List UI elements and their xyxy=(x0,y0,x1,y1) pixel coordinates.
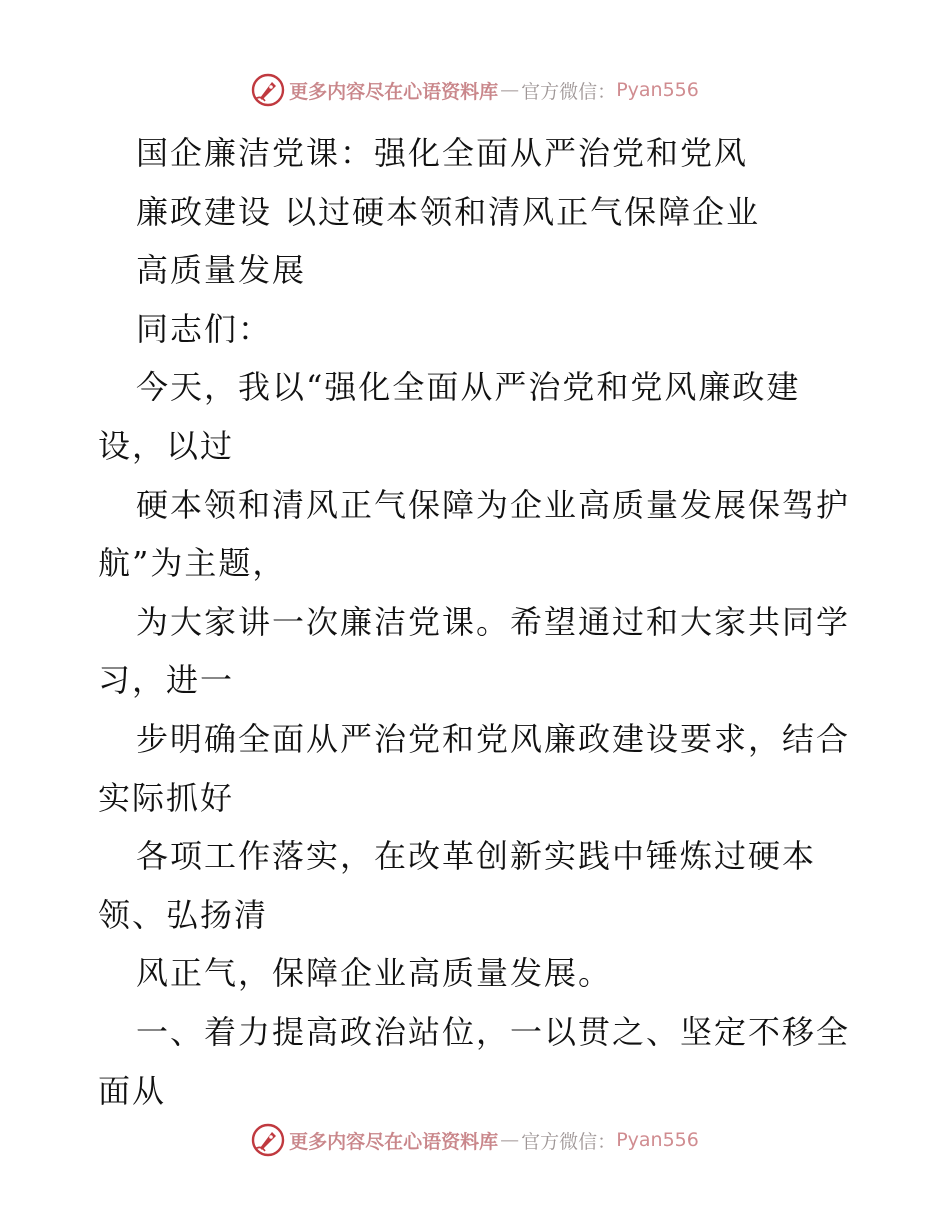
doc-paragraph-line: 实际抓好 xyxy=(98,778,235,817)
doc-paragraph-line: 今天，我以“强化全面从严治党和党风廉政建 xyxy=(136,368,801,407)
banner-dash: — xyxy=(500,1129,520,1151)
doc-section-heading-line: 一、着力提高政治站位，一以贯之、坚定不移全 xyxy=(136,1012,851,1051)
banner-main-text: 更多内容尽在心语资料库 xyxy=(289,1130,499,1153)
document-body xyxy=(98,124,858,1120)
doc-section-heading-line: 面从 xyxy=(98,1071,167,1110)
doc-paragraph-line: 设，以过 xyxy=(98,426,235,465)
doc-paragraph-line: 各项工作落实，在改革创新实践中锤炼过硬本 xyxy=(136,837,817,876)
doc-paragraph-line: 航”为主题， xyxy=(98,544,287,583)
pen-nib-logo-icon xyxy=(251,73,285,107)
doc-paragraph-line: 步明确全面从严治党和党风廉政建设要求，结合 xyxy=(136,719,851,758)
header-watermark-banner xyxy=(0,72,950,108)
doc-title-line-1: 国企廉洁党课：强化全面从严治党和党风 xyxy=(136,134,749,172)
banner-wechat-label: 官方微信： xyxy=(521,1130,617,1153)
banner-wechat-label: 官方微信： xyxy=(521,80,617,103)
doc-paragraph-line: 风正气，保障企业高质量发展。 xyxy=(136,954,613,993)
doc-paragraph-line: 领、弘扬清 xyxy=(98,895,269,934)
banner-main-text: 更多内容尽在心语资料库 xyxy=(289,80,499,103)
banner-wechat-id: Pyan556 xyxy=(616,1129,699,1151)
doc-paragraph-line: 为大家讲一次廉洁党课。希望通过和大家共同学 xyxy=(136,602,851,641)
doc-title-line-3: 高质量发展 xyxy=(136,251,307,290)
doc-salutation: 同志们： xyxy=(136,309,273,348)
banner-wechat-id: Pyan556 xyxy=(616,79,699,101)
banner-dash: — xyxy=(500,79,520,101)
pen-nib-logo-icon xyxy=(251,1123,285,1157)
doc-title-line-2: 廉政建设 以过硬本领和清风正气保障企业 xyxy=(136,192,761,231)
footer-watermark-banner xyxy=(0,1122,950,1158)
doc-paragraph-line: 习，进一 xyxy=(98,661,235,700)
doc-paragraph-line: 硬本领和清风正气保障为企业高质量发展保驾护 xyxy=(136,485,851,524)
